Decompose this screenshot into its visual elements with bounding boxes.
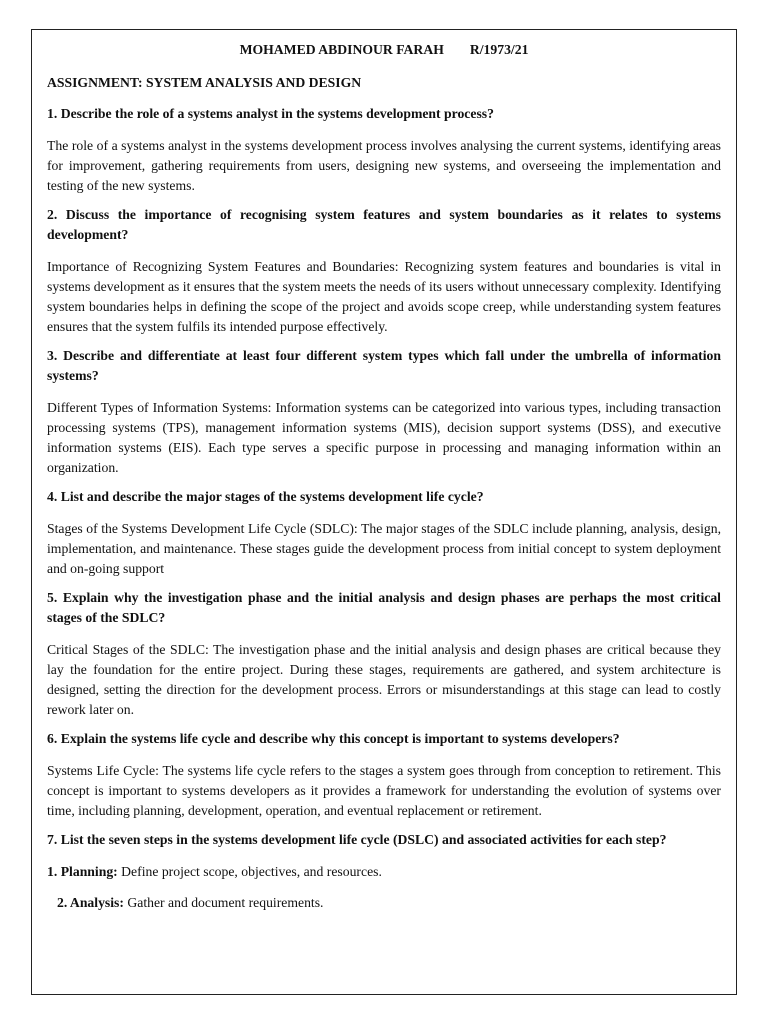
answer-1: The role of a systems analyst in the systems development process involves analysing the current systems, identifying areas for improvement, gathering requirements from users, designing new systems, and overseeing the implementation and testing of the new systems. (47, 138, 721, 193)
question-7: 7. List the seven steps in the systems development life cycle (DSLC) and associated activities for each step? (47, 832, 667, 847)
question-2: 2. Discuss the importance of recognising system features and system boundaries as it relates to systems development? (47, 207, 721, 242)
answer-6: Systems Life Cycle: The systems life cycle refers to the stages a system goes through from conception to retirement. This concept is important to systems developers as it provides a framework for understanding the evolution of systems over time, including planning, development, operation, and eventual replacement or retirement. (47, 763, 721, 818)
step-label: 2. Analysis: (57, 895, 124, 910)
answer-4: Stages of the Systems Development Life Cycle (SDLC): The major stages of the SDLC include planning, analysis, design, implementation, and maintenance. These stages guide the development process from initial concept to system deployment and on-going support (47, 521, 721, 576)
question-5: 5. Explain why the investigation phase and the initial analysis and design phases are perhaps the most critical stages of the SDLC? (47, 590, 721, 625)
student-name: MOHAMED ABDINOUR FARAH (239, 42, 444, 57)
sdlc-step-1 (47, 862, 721, 882)
answer-5: Critical Stages of the SDLC: The investigation phase and the initial analysis and design phases are critical because they lay the foundation for the entire project. During these stages, requirements are gathered, and system architecture is designed, setting the direction for the development process. Errors or misunderstandings at this stage can lead to costly rework later on. (47, 642, 721, 717)
student-header (47, 40, 721, 60)
question-3: 3. Describe and differentiate at least four different system types which fall under the umbrella of information systems? (47, 348, 721, 383)
assignment-title: ASSIGNMENT: SYSTEM ANALYSIS AND DESIGN (47, 75, 362, 90)
sdlc-step-2 (47, 893, 721, 913)
answer-2: Importance of Recognizing System Features and Boundaries: Recognizing system features and boundaries is vital in systems development as it ensures that the system meets the needs of its users without unnecessary complexity. Identifying system boundaries helps in defining the scope of the project and avoids scope creep, while understanding system features ensures that the system fulfils its intended purpose effectively. (47, 259, 721, 334)
question-1: 1. Describe the role of a systems analyst in the systems development process? (47, 106, 494, 121)
step-text: Define project scope, objectives, and resources. (121, 864, 382, 879)
registration-number: R/1973/21 (469, 42, 529, 57)
step-text: Gather and document requirements. (127, 895, 324, 910)
document-body (47, 40, 721, 924)
question-6: 6. Explain the systems life cycle and describe why this concept is important to systems developers? (47, 731, 620, 746)
answer-3: Different Types of Information Systems: Information systems can be categorized into various types, including transaction processing systems (TPS), management information systems (MIS), decision support systems (DSS), and executive information systems (EIS). Each type serves a specific purpose in processing and managing information within an organization. (47, 400, 721, 475)
question-4: 4. List and describe the major stages of the systems development life cycle? (47, 489, 484, 504)
step-label: 1. Planning: (47, 864, 118, 879)
